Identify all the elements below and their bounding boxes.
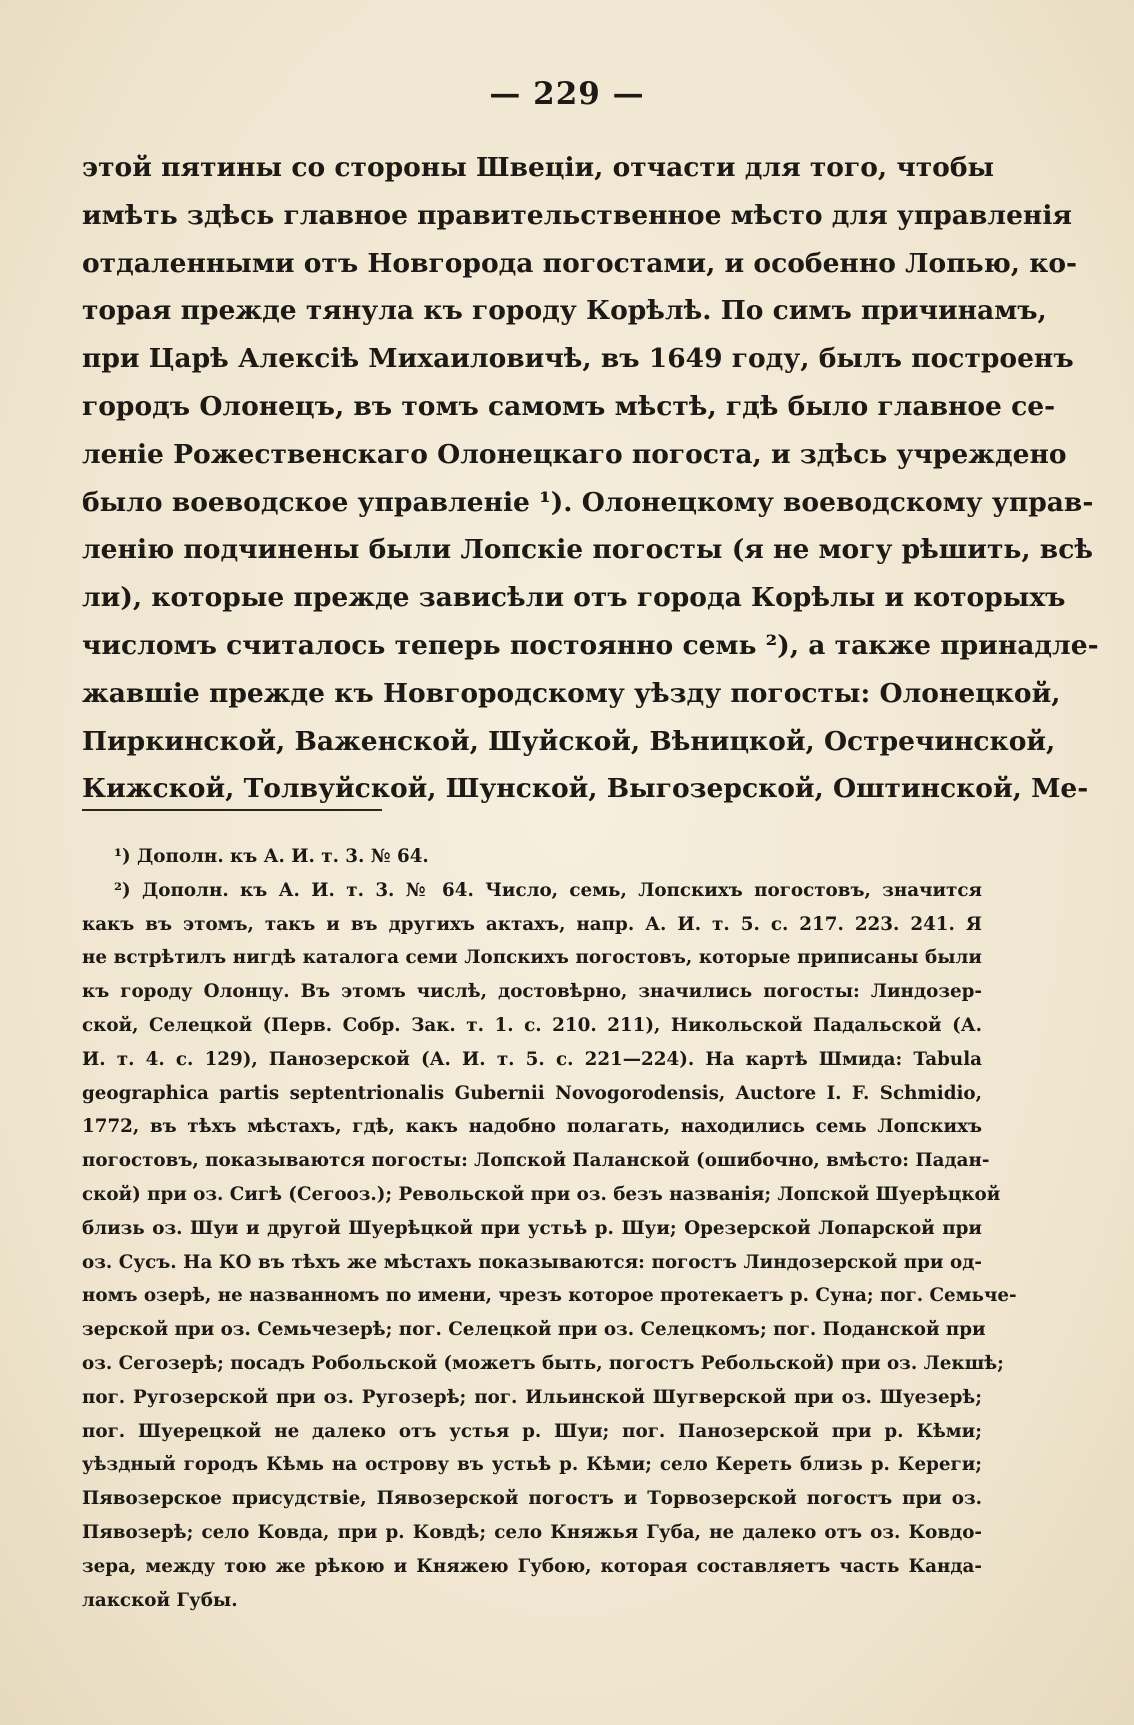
text-line: Пиркинской, Важенской, Шуйской, Вѣницкой, Остречинской, xyxy=(82,725,1056,757)
footnotes-block xyxy=(82,840,1017,1617)
main-text-block xyxy=(82,144,1099,813)
footnote-2-line: geographica partis septentrionalis Gubernii Novogorodensis, Auctore I. F. Schmidio, xyxy=(82,1082,982,1104)
footnote-2-line: ской) при оз. Сигѣ (Сегооз.); Револьской при оз. безъ названія; Лопской Шуерѣцкой xyxy=(82,1183,1001,1205)
text-line: при Царѣ Алексіѣ Михаиловичѣ, въ 1649 году, былъ построенъ xyxy=(82,343,1074,375)
footnote-2-line: пог. Шуерецкой не далеко отъ устья р. Шуи; пог. Панозерской при р. Кѣми; xyxy=(82,1420,982,1442)
footnote-2-line: зерской при оз. Семьчезерѣ; пог. Селецкой при оз. Селецкомъ; пог. Поданской при xyxy=(82,1319,986,1341)
footnote-2-line: уѣздный городъ Кѣмь на острову въ устьѣ р. Кѣми; село Кереть близь р. Кереги; xyxy=(82,1454,982,1476)
text-line: городъ Олонецъ, въ томъ самомъ мѣстѣ, гдѣ было главное се- xyxy=(82,390,1056,422)
footnote-2-line: не встрѣтилъ нигдѣ каталога семи Лопскихъ погостовъ, которые приписаны были xyxy=(82,947,982,969)
footnote-1: ¹) Дополн. къ А. И. т. 3. № 64. xyxy=(114,846,429,867)
footnote-2-line: Пявозерѣ; село Ковда, при р. Ковдѣ; село Княжья Губа, не далеко отъ оз. Ковдо- xyxy=(82,1521,982,1543)
footnote-2-line: номъ озерѣ, не названномъ по имени, чрезъ которое протекаетъ р. Суна; пог. Семьче- xyxy=(82,1285,1017,1307)
footnote-divider xyxy=(82,809,382,811)
page-number: — 229 — xyxy=(489,76,645,112)
text-line: отдаленными отъ Новгорода погостами, и особенно Лопью, ко- xyxy=(82,247,1078,279)
text-line: было воеводское управленіе ¹). Олонецкому воеводскому управ- xyxy=(82,486,1094,518)
text-line: Кижской, Толвуйской, Шунской, Выгозерской, Оштинской, Ме- xyxy=(82,773,1089,805)
footnote-2-line: оз. Сегозерѣ; посадъ Робольской (можетъ быть, погостъ Ребольской) при оз. Лекшѣ; xyxy=(82,1352,1004,1374)
text-line: ли), которые прежде зависѣли отъ города Корѣлы и которыхъ xyxy=(82,582,1066,614)
text-line: жавшіе прежде къ Новгородскому уѣзду погосты: Олонецкой, xyxy=(82,677,1061,709)
footnote-2-line: ²) Дополн. къ А. И. т. 3. № 64. Число, семь, Лопскихъ погостовъ, значится xyxy=(114,879,982,901)
footnote-2-line: зера, между тою же рѣкою и Княжею Губою, которая составляетъ часть Канда- xyxy=(82,1555,982,1577)
footnote-2-line: Пявозерское присудствіе, Пявозерской погостъ и Торвозерской погостъ при оз. xyxy=(82,1488,982,1510)
text-line: торая прежде тянула къ городу Корѣлѣ. По симъ причинамъ, xyxy=(82,295,1047,327)
text-line: числомъ считалось теперь постоянно семь ²), а также принадле- xyxy=(82,629,1099,661)
footnote-2-line: пог. Ругозерской при оз. Ругозерѣ; пог. Ильинской Шугверской при оз. Шуезерѣ; xyxy=(82,1386,982,1408)
footnote-2-line: погостовъ, показываются погосты: Лопской Паланской (ошибочно, вмѣсто: Падан- xyxy=(82,1150,990,1172)
text-line: леніе Рожественскаго Олонецкаго погоста, и здѣсь учреждено xyxy=(82,438,1067,470)
text-line: имѣть здѣсь главное правительственное мѣсто для управленія xyxy=(82,199,1072,231)
footnote-2-line: лакской Губы. xyxy=(82,1589,238,1611)
footnote-2-line: ской, Селецкой (Перв. Собр. Зак. т. 1. с. 210. 211), Никольской Падальской (А. xyxy=(82,1014,982,1036)
footnote-2-line: оз. Сусъ. На КО въ тѣхъ же мѣстахъ показываются: погостъ Линдозерской при од- xyxy=(82,1251,982,1273)
footnote-2-line: къ городу Олонцу. Въ этомъ числѣ, достовѣрно, значились погосты: Линдозер- xyxy=(82,981,982,1003)
text-line: этой пятины со стороны Швеціи, отчасти для того, чтобы xyxy=(82,152,995,183)
footnote-2-line: 1772, въ тѣхъ мѣстахъ, гдѣ, какъ надобно полагать, находились семь Лопскихъ xyxy=(82,1116,982,1138)
footnote-2-line: близь оз. Шуи и другой Шуерѣцкой при устьѣ р. Шуи; Орезерской Лопарской при xyxy=(82,1217,982,1239)
text-line: ленію подчинены были Лопскіе погосты (я не могу рѣшить, всѣ xyxy=(82,534,1093,566)
footnote-2-line: И. т. 4. с. 129), Панозерской (А. И. т. 5. с. 221—224). На картѣ Шмида: Tabula xyxy=(82,1048,982,1070)
footnote-2-line: какъ въ этомъ, такъ и въ другихъ актахъ, напр. А. И. т. 5. с. 217. 223. 241. Я xyxy=(82,913,982,935)
